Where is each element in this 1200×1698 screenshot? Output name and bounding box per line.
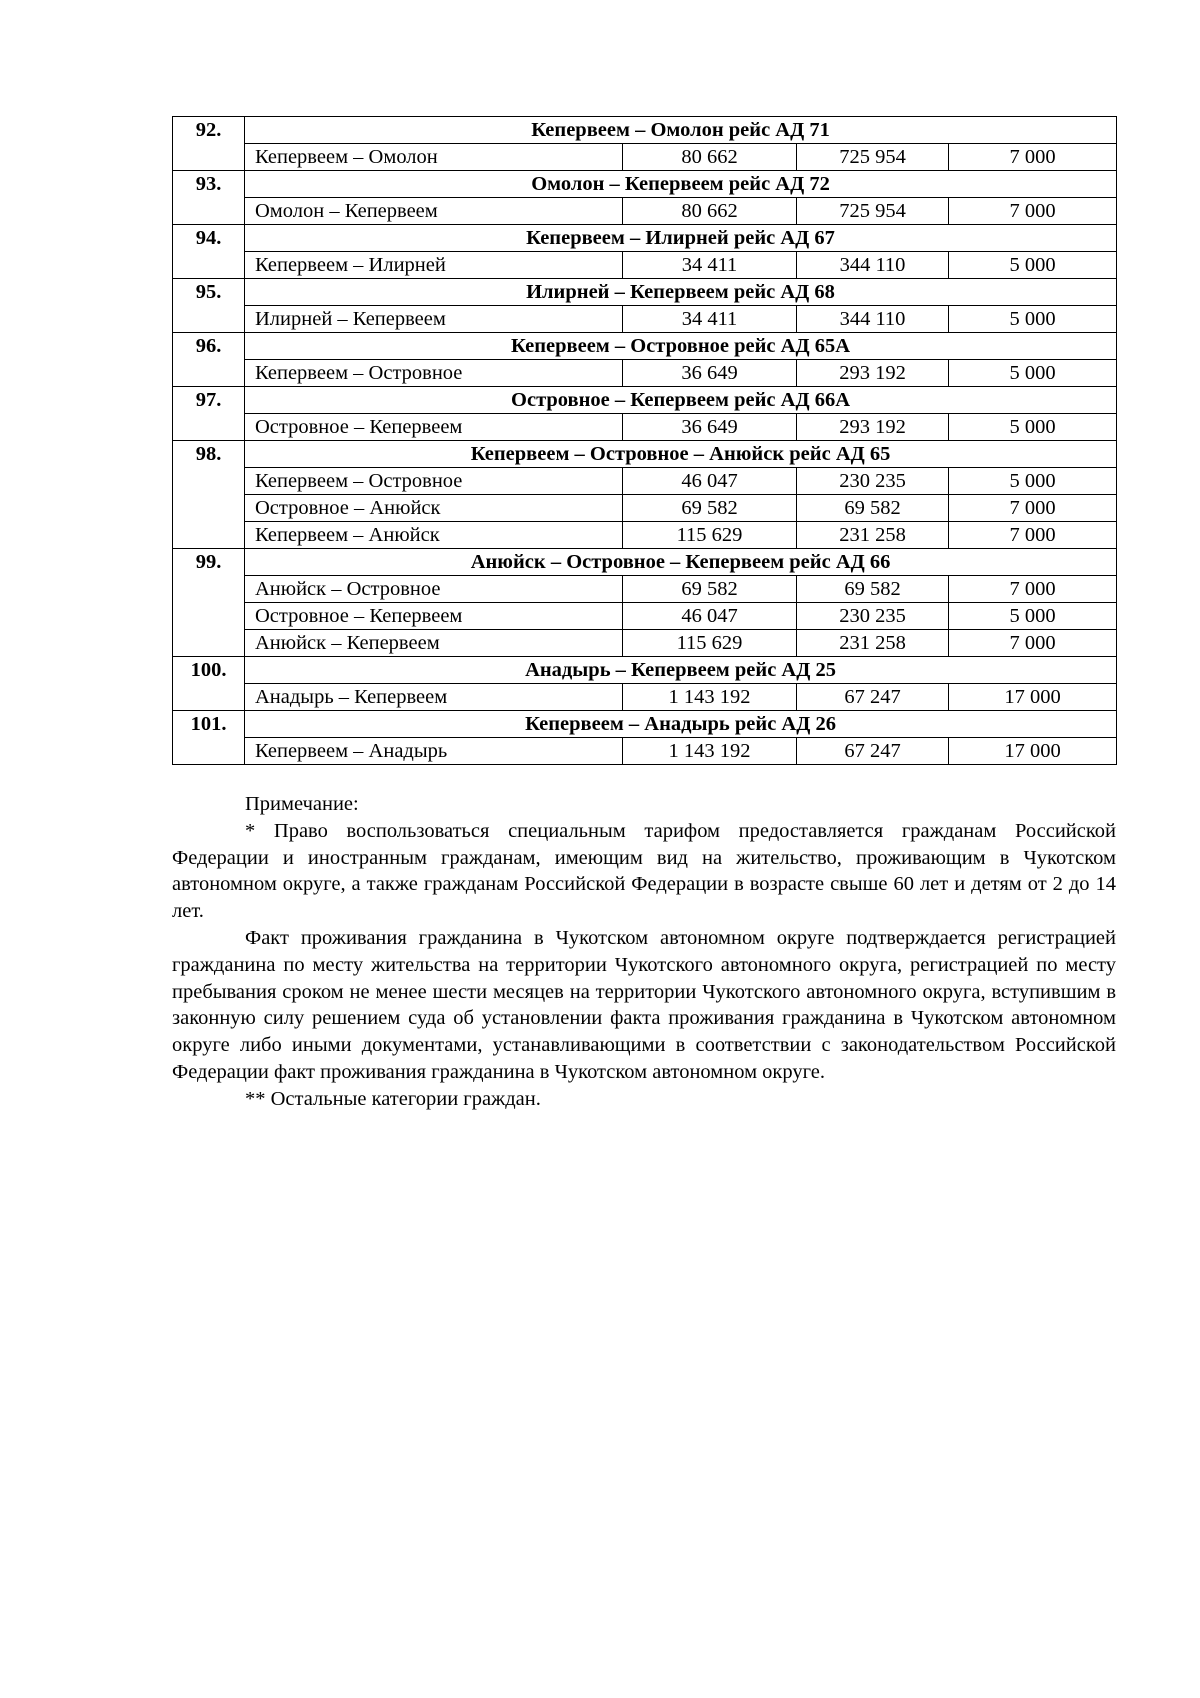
route-number: 99. — [173, 549, 245, 657]
route-header-row — [173, 279, 1117, 306]
segment-name: Анадырь – Кепервеем — [245, 684, 623, 711]
fare-extra: 7 000 — [949, 576, 1117, 603]
route-title: Островное – Кепервеем рейс АД 66А — [245, 387, 1117, 414]
fare-regular: 293 192 — [797, 414, 949, 441]
route-title: Илирней – Кепервеем рейс АД 68 — [245, 279, 1117, 306]
fare-regular: 231 258 — [797, 630, 949, 657]
segment-row — [173, 630, 1117, 657]
fare-extra: 5 000 — [949, 252, 1117, 279]
fare-regular: 293 192 — [797, 360, 949, 387]
route-header-row — [173, 657, 1117, 684]
segment-name: Кепервеем – Анюйск — [245, 522, 623, 549]
route-number: 92. — [173, 117, 245, 171]
segment-row — [173, 576, 1117, 603]
route-header-row — [173, 225, 1117, 252]
fare-extra: 17 000 — [949, 684, 1117, 711]
route-header-row — [173, 441, 1117, 468]
fare-special: 36 649 — [623, 414, 797, 441]
segment-name: Анюйск – Кепервеем — [245, 630, 623, 657]
segment-name: Островное – Кепервеем — [245, 414, 623, 441]
fare-extra: 7 000 — [949, 630, 1117, 657]
segment-row — [173, 468, 1117, 495]
route-title: Кепервеем – Омолон рейс АД 71 — [245, 117, 1117, 144]
fare-regular: 230 235 — [797, 468, 949, 495]
fare-extra: 7 000 — [949, 198, 1117, 225]
fare-regular: 69 582 — [797, 576, 949, 603]
route-number: 96. — [173, 333, 245, 387]
fare-extra: 5 000 — [949, 414, 1117, 441]
fare-special: 69 582 — [623, 495, 797, 522]
route-title: Кепервеем – Островное рейс АД 65А — [245, 333, 1117, 360]
fare-regular: 725 954 — [797, 144, 949, 171]
segment-name: Анюйск – Островное — [245, 576, 623, 603]
segment-name: Кепервеем – Омолон — [245, 144, 623, 171]
fare-special: 80 662 — [623, 198, 797, 225]
segment-row — [173, 252, 1117, 279]
notes-paragraph-1: * Право воспользоваться специальным тарифом предоставляется гражданам Российской Федерации и иностранным гражданам, имеющим вид на жительство, проживающим в Чукотском автономном округе, а также гражданам Российской Федерации в возрасте свыше 60 лет и детям от 2 до 14 лет. — [172, 819, 1116, 923]
route-header-row — [173, 711, 1117, 738]
fare-regular: 230 235 — [797, 603, 949, 630]
fare-extra: 5 000 — [949, 360, 1117, 387]
route-number: 98. — [173, 441, 245, 549]
segment-row — [173, 144, 1117, 171]
route-title: Кепервеем – Островное – Анюйск рейс АД 65 — [245, 441, 1117, 468]
fare-regular: 231 258 — [797, 522, 949, 549]
route-number: 101. — [173, 711, 245, 765]
fare-special: 46 047 — [623, 603, 797, 630]
notes-paragraph-3: ** Остальные категории граждан. — [245, 1087, 541, 1110]
route-number: 100. — [173, 657, 245, 711]
segment-row — [173, 738, 1117, 765]
fare-special: 69 582 — [623, 576, 797, 603]
fare-special: 46 047 — [623, 468, 797, 495]
route-header-row — [173, 171, 1117, 198]
fare-special: 34 411 — [623, 306, 797, 333]
segment-row — [173, 306, 1117, 333]
fare-extra: 5 000 — [949, 468, 1117, 495]
segment-name: Островное – Кепервеем — [245, 603, 623, 630]
fare-regular: 67 247 — [797, 738, 949, 765]
fares-table-body — [173, 117, 1117, 765]
segment-name: Островное – Анюйск — [245, 495, 623, 522]
route-header-row — [173, 549, 1117, 576]
fare-regular: 725 954 — [797, 198, 949, 225]
notes-title: Примечание: — [245, 793, 359, 815]
segment-name: Илирней – Кепервеем — [245, 306, 623, 333]
segment-row — [173, 495, 1117, 522]
notes-paragraph-2: Факт проживания гражданина в Чукотском автономном округе подтверждается регистрацией гражданина по месту жительства на территории Чукотского автономного округа, регистрацией по месту пребывания сроком не менее шести месяцев на территории Чукотского автономного округа, вступившим в законную силу решением суда об установлении факта проживания гражданина в Чукотском автономном округе либо иными документами, устанавливающими в соответствии с законодательством Российской Федерации факт проживания гражданина в Чукотском автономном округе. — [172, 926, 1116, 1083]
segment-name: Кепервеем – Островное — [245, 360, 623, 387]
fare-special: 36 649 — [623, 360, 797, 387]
route-title: Кепервеем – Анадырь рейс АД 26 — [245, 711, 1117, 738]
fare-extra: 7 000 — [949, 495, 1117, 522]
segment-row — [173, 684, 1117, 711]
fare-extra: 5 000 — [949, 306, 1117, 333]
segment-row — [173, 360, 1117, 387]
segment-row — [173, 198, 1117, 225]
segment-name: Кепервеем – Островное — [245, 468, 623, 495]
fare-extra: 5 000 — [949, 603, 1117, 630]
fare-extra: 7 000 — [949, 144, 1117, 171]
fare-extra: 7 000 — [949, 522, 1117, 549]
route-title: Кепервеем – Илирней рейс АД 67 — [245, 225, 1117, 252]
fare-regular: 69 582 — [797, 495, 949, 522]
segment-name: Кепервеем – Илирней — [245, 252, 623, 279]
fare-regular: 67 247 — [797, 684, 949, 711]
route-number: 97. — [173, 387, 245, 441]
segment-name: Омолон – Кепервеем — [245, 198, 623, 225]
route-number: 94. — [173, 225, 245, 279]
segment-row — [173, 603, 1117, 630]
route-title: Омолон – Кепервеем рейс АД 72 — [245, 171, 1117, 198]
route-title: Анюйск – Островное – Кепервеем рейс АД 66 — [245, 549, 1117, 576]
fare-regular: 344 110 — [797, 306, 949, 333]
fare-special: 80 662 — [623, 144, 797, 171]
fares-table — [172, 116, 1117, 765]
route-number: 95. — [173, 279, 245, 333]
fare-special: 1 143 192 — [623, 738, 797, 765]
fare-regular: 344 110 — [797, 252, 949, 279]
fare-special: 1 143 192 — [623, 684, 797, 711]
notes-section — [172, 791, 1116, 1113]
segment-row — [173, 522, 1117, 549]
route-title: Анадырь – Кепервеем рейс АД 25 — [245, 657, 1117, 684]
fare-special: 115 629 — [623, 630, 797, 657]
fare-special: 115 629 — [623, 522, 797, 549]
route-header-row — [173, 387, 1117, 414]
fare-extra: 17 000 — [949, 738, 1117, 765]
segment-name: Кепервеем – Анадырь — [245, 738, 623, 765]
fare-special: 34 411 — [623, 252, 797, 279]
route-number: 93. — [173, 171, 245, 225]
route-header-row — [173, 333, 1117, 360]
segment-row — [173, 414, 1117, 441]
route-header-row — [173, 117, 1117, 144]
